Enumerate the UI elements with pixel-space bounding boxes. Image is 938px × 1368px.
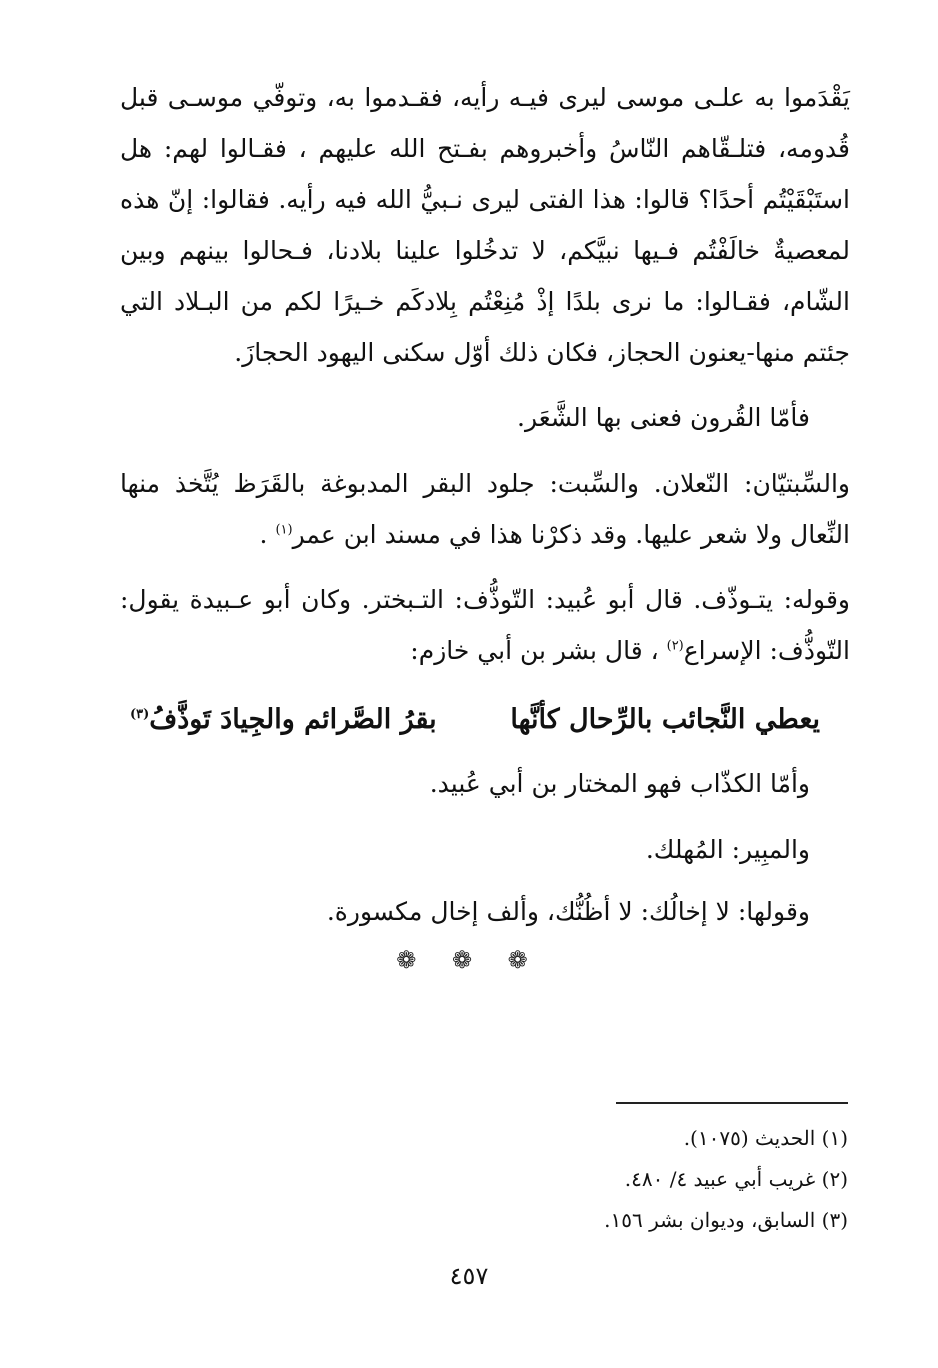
footnote-divider: [616, 1102, 848, 1104]
paragraph-tawadhdhaf: [120, 574, 850, 676]
footnote-ref-2: (٢): [666, 638, 684, 654]
verse-second-hemistich: [130, 694, 437, 745]
page-number: ٤٥٧: [449, 1262, 489, 1290]
section-separator-flower-icons: ❁ ❁ ❁: [396, 946, 542, 974]
paragraph-exodus-story: يَقْدَموا به علـى موسى ليرى فيـه رأيه، فقـدموا به، وتوفّي موسـى قبل قُدومه، فتلـقّاهم النّاسُ وأخبروهم بفـتح الله عليهم ، فقـالوا لهم: هل استَبْقَيْتُم أحدًا؟ قالوا: هذا الفتى ليرى نـبيُّ الله فيه رأيه. فقالوا: إنّ هذه لمعصيةٌ خالَفْتُم فـيها نبيَّكم، لا تدخُلوا علينا بلادنا، فـحالوا بينهم وبين الشّام، فقـالوا: ما نرى بلدًا إذْ مُنِعْتُم بِلادكَم خـيرًا لكم من البـلاد التي جئتم منها-يعنون الحجاز، فكان ذلك أوّل سكنى اليهود الحجازَ.: [120, 83, 850, 367]
sibt-text: والسِّبتيّان: النّعلان. والسِّبت: جلود البقر المدبوغة بالقَرَظ يُتَّخذ منها النِّعال ولا شعر عليها. وقد ذكرْنا هذا في مسند ابن عمر: [120, 469, 850, 549]
paragraph-kadhdhab: وأمّا الكذّاب فهو المختار بن أبي عُبيد.: [429, 769, 810, 798]
poetry-verse: [130, 694, 820, 745]
sibt-end: .: [259, 520, 276, 549]
paragraph-ikhaluk: وقولها: لا إخالُك: لا أظُنُّك، وألف إخال مكسورة.: [326, 897, 810, 926]
footnote-ref-1: (١): [275, 522, 293, 538]
footnote-2: (٢) غريب أبي عبيد ٤/ ٤٨٠.: [624, 1167, 848, 1191]
verse-first-hemistich: يعطي النَّجائب بالرِّحال كأنَّها: [510, 704, 820, 735]
footnote-ref-3: (٣): [130, 707, 150, 722]
tawadhdhaf-text-end: ، قال بشر بن أبي خازم:: [410, 636, 667, 665]
tawadhdhaf-text: وقوله: يتـوذّف. قال أبو عُبيد: التّوذُّف: التـبختر. وكان أبو عـبيدة يقول: التّوذُّف: الإسراع: [120, 585, 850, 665]
paragraph-mubir: والمبِير: المُهلك.: [645, 835, 810, 864]
verse-second-text: بقرُ الصَّرائم والجِيادَ تَوذَّفُ: [149, 704, 437, 735]
footnotes: [348, 1118, 848, 1241]
footnote-3: (٣) السابق، وديوان بشر ١٥٦.: [604, 1208, 848, 1232]
paragraph-horns: فأمّا القُرون فعنى بها الشَّعَر.: [517, 403, 810, 432]
paragraph-sibtiyyan: [120, 458, 850, 560]
footnote-1: (١) الحديث (١٠٧٥).: [683, 1126, 848, 1150]
